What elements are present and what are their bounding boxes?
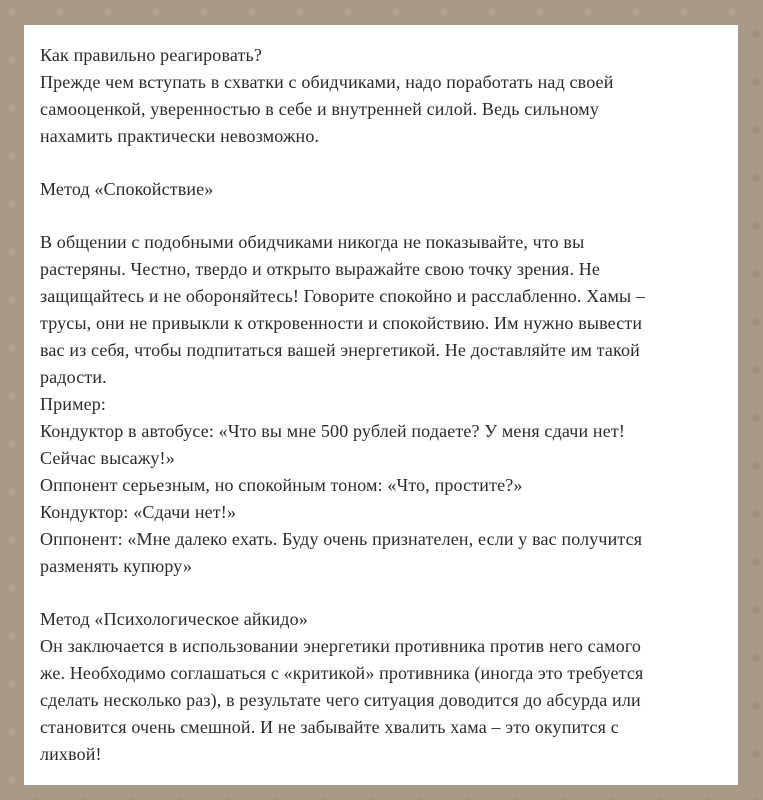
dialogue-line: Кондуктор: «Сдачи нет!» [40, 502, 237, 522]
paragraph-line: растеряны. Честно, твердо и открыто выражайте свою точку зрения. Не [40, 259, 601, 279]
paragraph-line: самооценкой, уверенностью в себе и внутренней силой. Ведь сильному [40, 99, 599, 119]
paragraph-line: Прежде чем вступать в схватки с обидчиками, надо поработать над своей [40, 72, 614, 92]
paragraph-line: лихвой! [40, 744, 102, 764]
paragraph-line: сделать несколько раз), в результате чего ситуация доводится до абсурда или [40, 690, 641, 710]
method-calm-heading: Метод «Спокойствие» [40, 179, 214, 199]
paragraph-gap [40, 150, 724, 176]
paragraph-gap [40, 203, 724, 229]
dialogue-line: Кондуктор в автобусе: «Что вы мне 500 рублей подаете? У меня сдачи нет! [40, 421, 626, 441]
dialogue-line: разменять купюру» [40, 556, 193, 576]
paragraph-line: трусы, они не привыкли к откровенности и спокойствию. Им нужно вывести [40, 313, 643, 333]
dialogue-line: Оппонент серьезным, но спокойным тоном: «Что, простите?» [40, 475, 523, 495]
paragraph-line: нахамить практически невозможно. [40, 126, 320, 146]
paragraph-line: защищайтесь и не обороняйтесь! Говорите спокойно и расслабленно. Хамы – [40, 286, 646, 306]
paragraph-line: вас из себя, чтобы подпитаться вашей энергетикой. Не доставляйте им такой [40, 340, 640, 360]
paragraph-line: радости. [40, 367, 107, 387]
paragraph-line: В общении с подобными обидчиками никогда не показывайте, что вы [40, 232, 585, 252]
dialogue-line: Оппонент: «Мне далеко ехать. Буду очень признателен, если у вас получится [40, 529, 643, 549]
method-aikido-heading: Метод «Психологическое айкидо» [40, 609, 308, 629]
paragraph-line: же. Необходимо соглашаться с «критикой» противника (иногда это требуется [40, 663, 644, 683]
paragraph-line: Он заключается в использовании энергетики противника против него самого [40, 636, 642, 656]
paragraph-gap [40, 580, 724, 606]
example-label: Пример: [40, 394, 107, 414]
section-heading-how-to-react: Как правильно реагировать? [40, 45, 263, 65]
paragraph-line: становится очень смешной. И не забывайте хвалить хама – это окупится с [40, 717, 619, 737]
article-card [24, 25, 738, 785]
dialogue-line: Сейчас высажу!» [40, 448, 175, 468]
